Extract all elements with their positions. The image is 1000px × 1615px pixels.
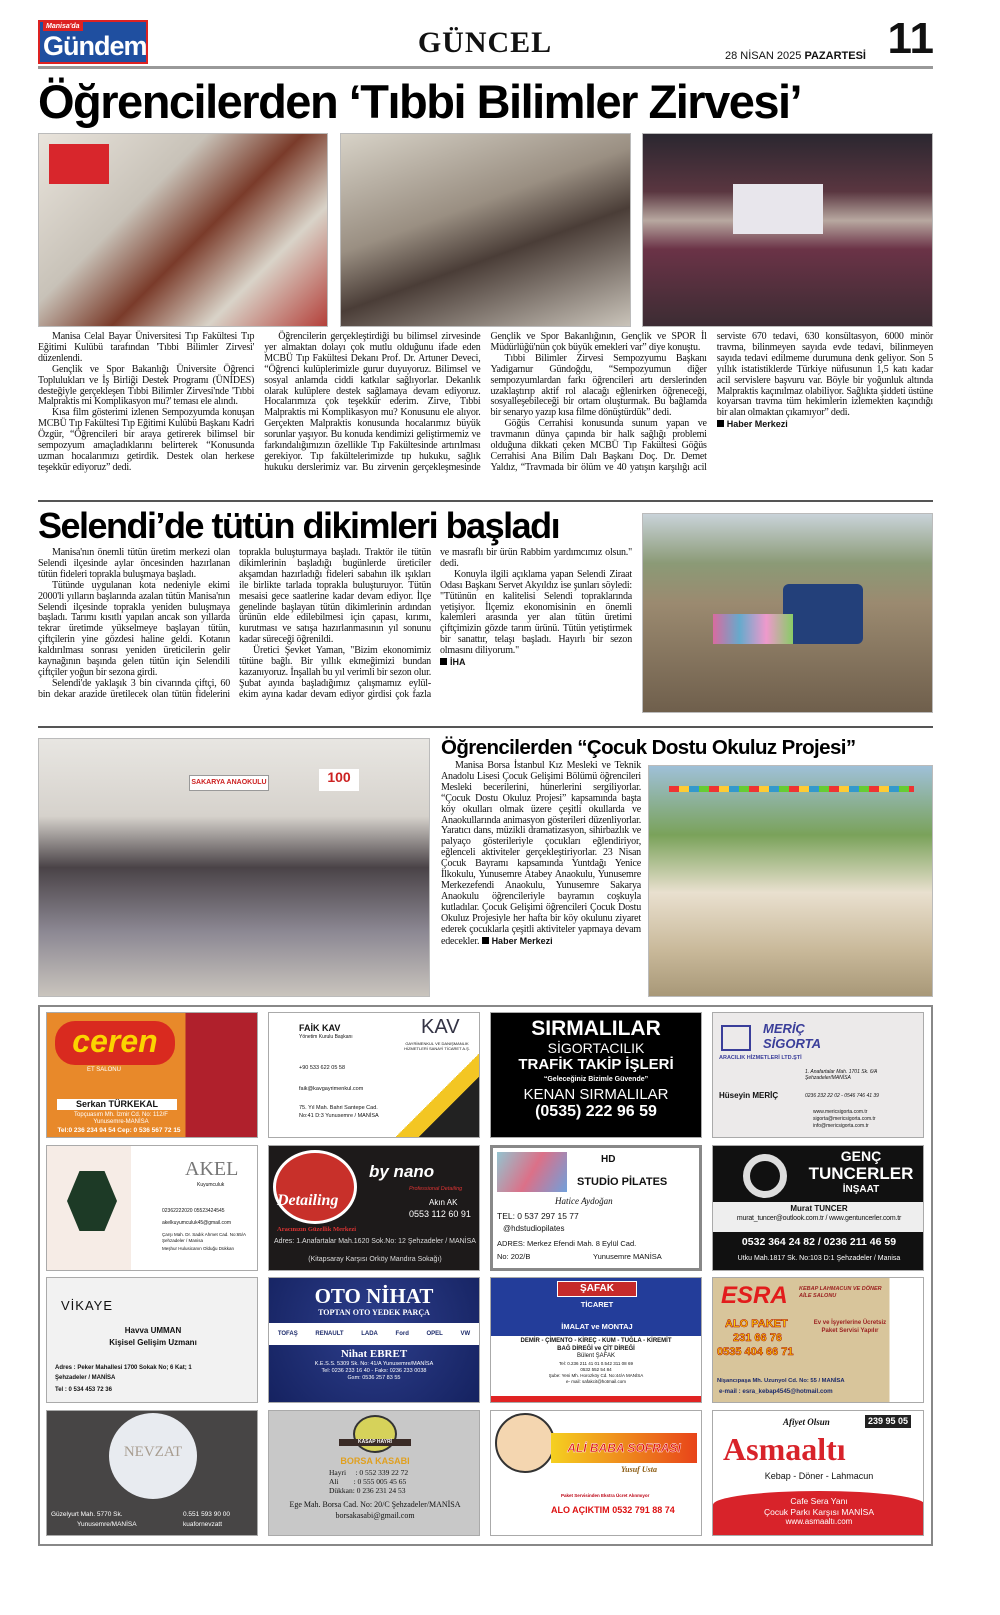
section-title: GÜNCEL: [417, 26, 553, 59]
paragraph: [441, 761, 641, 947]
akel-phone: 05523424545: [193, 1208, 225, 1214]
tuncerler-brand: GENÇ: [840, 1148, 882, 1164]
kasap-phone: Ali : 0 555 005 45 65: [329, 1477, 407, 1486]
tuncerler-brand: İNŞAAT: [842, 1184, 880, 1195]
esra-sub: KEBAP LAHMACUN VE DÖNER AİLE SALONU: [799, 1286, 882, 1299]
photo-students-stand: [38, 133, 328, 327]
kasap-address: Ege Mah. Borsa Cad. No: 20/C Şehzadeler/MANİSA: [289, 1500, 461, 1509]
nano-sub: Professional Detailing: [409, 1186, 463, 1192]
divider: [38, 66, 933, 69]
photo-auditorium: [642, 133, 933, 327]
paragraph: Üretici Şevket Yaman, "Bizim ekonomimiz tütüne bağlı. Bir yıllık ekmeğimizi bundan kazanıyoruz. İnşallah bu yıl verimli bir sezon olur. Şubat ayında başladığımız çalışmamız eylül- ekim ayına kadar devam ediyor girdisi çok fazla ve masraflı bir ürün Rabbim yardımcımız olsun." dedi.: [239, 547, 632, 700]
meric-brand: SİGORTA: [763, 1036, 822, 1051]
esra-address: Nişancıpaşa Mh. Uzunyol Cd. No: 55 / MANİSA: [717, 1378, 845, 1384]
esra-alo: ALO PAKET: [725, 1318, 788, 1330]
hd-owner: Hatice Aydoğan: [555, 1196, 613, 1206]
meric-web: www.mericsigorta.com.tr: [813, 1109, 868, 1115]
safak-banner: [491, 1278, 701, 1336]
nano-tagline: Aracınızın Güzellik Merkezi: [277, 1226, 357, 1233]
meric-brand: MERİÇ: [763, 1021, 805, 1036]
asmaalti-phone: 239 95 05: [865, 1415, 911, 1428]
ceren-address: Topçuasım Mh. İzmir Cd. No: 112/F: [74, 1112, 168, 1118]
paragraph: Göğüs Cerrahisi konusunda sunum yapan ve travmanın dünya çapında bir halk sağlığı problemi olduğuna dikkati çeken MCBÜ Tıp Fakültesi Göğüs Cerrahisi Ana Bilim Dalı Başkanı Doç. Dr. Demet Yaldız, “Travmada bir ölüm ve 40 yatışın karşılığı acil serviste 670 tedavi, 630 konsültasyon, 6000 minör travma, bilinmeyen sayıda evde tedavi, bilinmeyen sayıda tedavi edilmeme durumuna denk geliyor. Son 5 yıllık istatistiklerde Türkiye nüfusunun 1,5 katı kadar acil servislere başvuru var. Böyle bir yoğunluk altında Malpraktis kaçınılmaz olabiliyor. Sağlıkta şiddeti üstüne koyarsan travma tüm hekimlerin izlemekten kaçındığı bir alan olmaktan çıkamıyor” dedi.: [490, 331, 933, 473]
ad-safak: [490, 1277, 702, 1403]
ceren-phone: Tel:0 236 234 94 54 Cep: 0 536 567 72 15: [57, 1127, 181, 1134]
nevzat-brand: NEVZAT: [123, 1444, 183, 1460]
asmaalti-menu: Kebap - Döner - Lahmacun: [764, 1471, 874, 1481]
tuncerler-web: murat_tuncer@outlook.com.tr / www.gentuncerler.com.tr: [736, 1215, 902, 1222]
paragraph: Manisa Celal Bayar Üniversitesi Tıp Fakültesi Tıp Eğitimi Kulübü tarafından 'Tıbbi Bilimler Zirvesi' düzenlendi.: [38, 331, 255, 364]
byline: İHA: [440, 657, 466, 667]
meric-address: 1. Anafartalar Mah. 1701 Sk. 6/A Şehzadeler/MANİSA: [805, 1069, 878, 1081]
meric-owner: Hüseyin MERİÇ: [719, 1091, 779, 1100]
vikaye-brand: VİKAYE: [61, 1298, 114, 1313]
sirmalilar-line: TRAFİK TAKİP İŞLERİ: [518, 1056, 674, 1073]
esra-brand: ESRA: [721, 1282, 788, 1309]
tuncerler-phone: 0532 364 24 82 / 0236 211 46 59: [741, 1236, 897, 1248]
school-sign: SAKARYA ANAOKULU: [189, 775, 269, 791]
hd-address: No: 202/B: [497, 1252, 531, 1261]
kav-name: FAİK KAV: [299, 1023, 341, 1033]
ad-ceren: [46, 1012, 258, 1138]
asmaalti-address: Cafe Sera Yanı: [790, 1496, 848, 1506]
ad-kav: [268, 1012, 480, 1138]
ceren-sub: ET SALONU: [87, 1067, 121, 1073]
divider: [38, 500, 933, 502]
asmaalti-footer: [713, 1491, 924, 1536]
ring-box-image: [67, 1171, 117, 1231]
akel-phones: [162, 1208, 225, 1214]
page-number: 11: [887, 14, 934, 63]
kasap-brand: BORSA KASABI: [340, 1456, 410, 1466]
nevzat-address: Yunusemre/MANİSA: [77, 1521, 137, 1528]
tuncerler-logo: [743, 1154, 787, 1198]
article-3-body: [441, 761, 641, 1001]
safak-products: BAĞ DİREĞİ ve ÇİT DİREĞİ: [557, 1345, 635, 1352]
safak-red-strip: [491, 1396, 702, 1402]
photo-children-festival: [648, 765, 933, 997]
vikaye-owner: Havva UMMAN: [124, 1326, 182, 1335]
akel-email: akelkuyumculuk45@gmail.com: [162, 1220, 231, 1226]
asmaalti-web[interactable]: www.asmaaltı.com: [785, 1517, 853, 1526]
pilates-logo-image: [497, 1152, 567, 1192]
kav-phone: +90 533 622 05 58: [299, 1065, 346, 1071]
sirmalilar-slogan: “Geleceğiniz Bizimle Güvende”: [543, 1076, 649, 1083]
akel-brand: AKEL: [185, 1158, 239, 1180]
alibaba-alo: ALO AÇIKTIM: [551, 1505, 610, 1515]
brand-ford: Ford: [395, 1331, 409, 1337]
safak-branch: Şube: Yeni Mh. Horozköy Cd. No:44/A MANİSA: [548, 1372, 644, 1378]
anniversary-sign: 100: [319, 769, 359, 791]
ad-esra: [712, 1277, 924, 1403]
byline: Haber Merkezi: [482, 936, 553, 946]
divider: [38, 726, 933, 728]
photo-crowd-hall: [340, 133, 631, 327]
nano-brand: by nano: [369, 1162, 435, 1181]
flag-icon: [49, 144, 109, 184]
ad-hd-pilates: [490, 1145, 702, 1271]
sirmalilar-brand: SIRMALILAR: [531, 1017, 661, 1040]
kav-address: 75. Yıl Mah. Bahri Santepe Cad.: [299, 1105, 378, 1111]
ad-nevzat: [46, 1410, 258, 1536]
nihat-owner: Nihat EBRET: [340, 1348, 408, 1360]
brand-lada: LADA: [361, 1331, 378, 1337]
alibaba-phone: 0532 791 88 74: [612, 1505, 675, 1515]
detailing-logo: [273, 1150, 357, 1224]
nihat-address: K.E.S.S. 5309 Sk. No: 41/A Yunusemre/MANİSA: [314, 1361, 434, 1367]
ad-sirmalilar: [490, 1012, 702, 1138]
newspaper-logo: [38, 20, 148, 64]
vikaye-address: Şehzadeler / MANİSA: [55, 1375, 116, 1381]
article-1-body: [38, 332, 933, 496]
ad-vikaye: [46, 1277, 258, 1403]
nevzat-instagram: kuafornevzatt: [183, 1521, 223, 1528]
alibaba-contact: [551, 1505, 675, 1516]
paragraph: Öğrencilerin gerçekleştirdiği bu bilimsel zirvesinde yer almaktan dolayı çok mutlu olduğunu ifade eden MCBÜ Tıp Fakültesi Dekanı Prof. Dr. Artuner Deveci, “Öğrenci kulüplerimizle gurur duyuyoruz. Bilimsel ve sosyal anlamda ciddi katkılar sağlıyorlar. Dekanlık olarak kulüplere destek sağlamaya devam ediyoruz. Hocalarımıza çok teşekkür ederim. Zirve, Tıbbi Malpraktis mi Komplikasyon mu? Konusunu ele alıyor. Gerçekten Malpraktis konusunda hocalarımız büyük sorunlar yaşıyor. Bu konuda kendimizi geliştirmemiz ve farkındalığımızın özellikle Tıp Fakültesinde artırılması gerekiyor. Tıp fakültelerimizde tıp hukuku, sağlık hukuku derslerimiz var. Bu zirvenin gerçekleşmesinde Gençlik ve Spor Bakanlığının, Gençlik ve SPOR İl Müdürlüğü'nün çok büyük emekleri var” diye konuştu.: [264, 331, 707, 473]
tuncerler-address: Utku Mah.1817 Sk. No:103 D:1 Şehzadeler / Manisa: [737, 1255, 901, 1262]
ad-ali-baba: [490, 1410, 702, 1536]
paragraph: Tıbbi Bilimler Zirvesi Sempozyumu Başkanı Yadigarnur Gündoğdu, “Sempozyumun diğer sempozyumlardan farkı öğrencileri artı derslerinden uzaklaştırıp aktif rol alacağı eğlenirken öğreneceği, sosyalleşebileceği bir ortam oluşturmak. Bu bağlamda bir senaryo yazıp kısa filme dönüştürdük” dedi.: [490, 352, 707, 419]
meric-logo-mark: [721, 1025, 751, 1051]
headline-3: Öğrencilerden “Çocuk Dostu Okuluz Projesi”: [441, 736, 856, 759]
weekday-text: PAZARTESİ: [804, 50, 866, 62]
kasap-email: borsakasabi@gmail.com: [335, 1511, 415, 1520]
esra-email: e-mail : esra_kebap4545@hotmail.com: [719, 1388, 833, 1395]
paragraph: Gençlik ve Spor Bakanlığı Üniversite Öğrenci Toplulukları ve İş Birliği Destek Programı (ÜNİDES) desteğiyle gerçekleşen Tıbbi Bilimler Zirvesi'nde 'Tıbbi Malpraktis mi Komplikasyon mu?' teması ele alındı.: [38, 363, 255, 408]
alibaba-note: Paket Servisinden Ekstra Ücret Alınmıyor: [561, 1493, 650, 1498]
chef-illustration: [495, 1413, 555, 1473]
ad-asmaalti: [712, 1410, 924, 1536]
hd-phone: TEL: 0 537 297 15 77: [497, 1211, 579, 1221]
meric-email: info@mericsigorta.com.tr: [813, 1123, 869, 1129]
brand-vw: VW: [460, 1331, 471, 1337]
ceren-logo: ceren: [55, 1021, 175, 1065]
nano-address: (Kitapsaray Karşısı Orköy Mandıra Sokağı): [308, 1256, 442, 1263]
safak-email: e- mail: safakcit@hotmail.com: [565, 1378, 627, 1384]
kav-title: Yönetim Kurulu Başkanı: [299, 1034, 353, 1040]
ad-by-nano: [268, 1145, 480, 1271]
ad-oto-nihat: [268, 1277, 480, 1403]
nevzat-address: Güzelyurt Mah. 5770 Sk.: [51, 1511, 123, 1518]
nihat-gsm: Gsm: 0536 257 83 55: [347, 1375, 401, 1381]
byline: Haber Merkezi: [717, 419, 933, 430]
safak-phone: Tel: 0.236 211 41 01 0.542 311 08 69: [559, 1360, 633, 1366]
nano-phone: 0553 112 60 91: [409, 1209, 471, 1219]
projection-screen: [733, 184, 823, 234]
akel-sub: Kuyumculuk: [197, 1182, 225, 1188]
logo-text: Gündem: [43, 31, 147, 61]
kav-address: No:41 D:3 Yunusemre / MANİSA: [299, 1113, 379, 1119]
nihat-phone: Tel: 0236 233 16 40 - Faks: 0236 233 0038: [321, 1368, 427, 1374]
hd-brand: HD: [601, 1154, 616, 1165]
hd-address: Yunusemre MANİSA: [593, 1252, 662, 1261]
safak-gsm: 0532 552 54 84: [580, 1366, 612, 1372]
safak-owner: Bülent ŞAFAK: [576, 1353, 616, 1359]
photo-group-students: [38, 738, 430, 997]
ad-meric: [712, 1012, 924, 1138]
headline-1: Öğrencilerden ‘Tıbbi Bilimler Zirvesi’: [38, 75, 802, 128]
planters: [713, 614, 793, 644]
kasap-badge: KASAP HAYRİ: [339, 1439, 411, 1446]
sirmalilar-line: SİGORTACILIK: [547, 1040, 645, 1056]
headline-2: Selendi’de tütün dikimleri başladı: [38, 505, 560, 546]
paragraph: Manisa'nın önemli tütün üretim merkezi olan Selendi ilçesinde aylar öncesinden hazırlanan tütün fideleri toprakla buluşmaya başladı.: [38, 547, 230, 580]
logo-tagline: Manisa'da: [43, 22, 83, 31]
sirmalilar-owner: KENAN SIRMALILAR: [523, 1086, 669, 1103]
safak-brand: ŞAFAK: [557, 1281, 637, 1297]
kav-logo: KAV: [421, 1016, 460, 1038]
paragraph: Tütünde uygulanan kota nedeniyle ekimi 2000'li yılların başlarında azalan tütün Manisa'nın Selendi ilçesinde toprakla yeniden buluşmaya başladı. Tarımı kısıtlı yapılan ancak son yıllarda tekrar üretimde yükselmeye başlayan tütün, çiftçilerin yine gözdesi haline geldi. Kotanın kaldırılması sonrası yeniden üreticilerin gelir kaynağının başında gelen tütün için Selendili çiftçiler yoğun bir sezona girdi.: [38, 579, 230, 678]
safak-sub: TİCARET: [580, 1300, 614, 1309]
kasap-logo: [353, 1415, 397, 1453]
esra-mobile: 0535 404 66 71: [717, 1346, 794, 1358]
meric-email: sigorta@mericsigorta.com.tr: [813, 1116, 876, 1122]
tuncerler-owner: Murat TUNCER: [790, 1204, 848, 1213]
meric-sub: ARACILIK HİZMETLERİ LTD.ŞTİ: [719, 1055, 802, 1061]
issue-date: [700, 50, 866, 62]
vikaye-title: Kişisel Gelişim Uzmanı: [109, 1338, 197, 1347]
detailing-logo-text: Detailing: [277, 1192, 339, 1209]
paragraph-text: Manisa Borsa İstanbul Kız Mesleki ve Teknik Anadolu Lisesi Çocuk Gelişimi Bölümü öğrencileri Mesleki becerilerini, hünerlerini sergiliyorlar. “Çocuk Dostu Okuluz Projesi” kapsamında başta köy okulları olmak üzere çeşitli okullarda ve Anaokullarında animasyon gösterileri düzenliyorlar. Yaratıcı dans, müzikli dramatizasyon, sihirbazlık ve palyaço gösterileriyle çocukları eğlendiriyor, eğlenceli aktiviteler gerçekleştiriyorlar. 23 Nisan Çocuk Bayramı kapsamında Yuntdağı Yenice İlkokulu, Yunusemre Atabey Anaokulu, Yunusemre Merkezefendi Anaokulu, Yunusemre Sakarya Anaokulu öğrencileriyle bayramın coşkuyla kutladılar. Çocuk Gelişimi öğrencileri Çocuk Dostu Okuluz Projesiyle her hafta bir köy okulunu ziyaret ederek çocuklarla çeşitli aktiviteler yapmaya devam edecekler.: [441, 760, 641, 947]
bunting: [669, 786, 914, 792]
nano-owner: Akın AK: [429, 1198, 458, 1207]
kasap-phone: Dükkan: 0 236 231 24 53: [329, 1486, 406, 1495]
alibaba-chef: Yusuf Usta: [621, 1465, 657, 1474]
asmaalti-slogan: Afiyet Olsun: [783, 1417, 830, 1427]
nihat-brand: OTO NİHAT: [314, 1284, 434, 1308]
safak-tag: İMALAT ve MONTAJ: [561, 1322, 633, 1331]
photo-tractor-field: [642, 513, 933, 713]
akel-address: Çarşı Mah. Dr. Sadık Ahmet Cad. No:65/A Şehzadeler / Manisa: [162, 1232, 246, 1243]
akel-phone: 02362222020: [162, 1208, 193, 1214]
date-text: 28 NİSAN 2025: [724, 50, 802, 62]
kasap-phone: Hayri : 0 552 339 22 72: [329, 1468, 409, 1477]
meric-phone: 0236 232 22 02 - 0546 746 41 39: [805, 1093, 879, 1099]
vikaye-phone: Tel : 0 534 453 72 36: [55, 1387, 112, 1393]
hd-address: ADRES: Merkez Efendi Mah. 8 Eylül Cad.: [497, 1239, 637, 1248]
asmaalti-brand: Asmaaltı: [723, 1431, 846, 1467]
hd-studio: STUDİO PİLATES: [577, 1176, 668, 1188]
ceren-address: Yunusemre-MANİSA: [93, 1119, 149, 1125]
ad-genc-tuncerler: [712, 1145, 924, 1271]
esra-phone: 231 66 76: [733, 1332, 782, 1344]
ceren-owner: Serkan TÜRKEKAL: [57, 1099, 177, 1110]
tuncerler-brand: TUNCERLER: [808, 1164, 914, 1183]
nano-address: Adres: 1.Anafartalar Mah.1620 Sok.No: 12 Şehzadeler / MANİSA: [274, 1238, 476, 1245]
esra-service: Ev ve İşyerlerine Ücretsiz Paket Servisi Yapılır: [813, 1320, 887, 1334]
brand-opel: OPEL: [426, 1331, 443, 1337]
sirmalilar-phone: (0535) 222 96 59: [535, 1103, 657, 1120]
kav-email: faik@kavgayrimenkul.com: [299, 1086, 364, 1092]
paragraph: Kısa film gösterimi izlenen Sempozyumda konuşan MCBÜ Tıp Fakültesi Tıp Eğitimi Kulübü Başkanı Kadri Özgür, “Öğrencileri bir araya getirerek bilimsel bir sempozyum amaçladıklarını belirterek “Konusunda uzman hocalarımızı getirdik. Destek olan herkese teşekkür ediyoruz” dedi.: [38, 407, 255, 473]
hd-instagram: @hdstudiopilates: [503, 1224, 565, 1233]
brand-renault: RENAULT: [315, 1331, 344, 1337]
paragraph: Konuyla ilgili açıklama yapan Selendi Ziraat Odası Başkanı Servet Akyıldız ise şunları söyledi: "Tütünün en kalitelisi Selendi topraklarında yetişiyor. İlçemiz ekonomisinin en önemli kalemleri arasında yer alan tütün üretimi çiftçimizin gözde tarım ürünü. Tütün yetiştirmek bir sanattır, telaşı başladı. Hayırlı bir sezon olmasını diliyorum.": [440, 568, 632, 657]
kav-company: GAYRİMENKUL VE DANIŞMANLIK HİZMETLERİ SANAYİ TİCARET A.Ş.: [404, 1041, 470, 1051]
akel-note: Meşhur Hulusicanın Olduğu Dükkan: [162, 1246, 235, 1251]
asmaalti-address: Çocuk Parkı Karşısı MANİSA: [763, 1506, 875, 1517]
paragraph: Selendi'de yaklaşık 3 bin civarında çiftçi, 60 bin dekar arazide üretilecek olan tütün fidelerini toprakla buluşturmaya başladı. Traktör ile tütün dikimlerinin başladığı bugünlerde üreticiler akşamdan hazırladığı fideleri sabahın ilk ışıkları ile birlikte tarlada toprakla buluşturuyor. Tütün mesaisi gece saatlerine kadar devam ediyor. İlçe genelinde başlayan tütün dikimlerinin ardından ürünün elde edilebilmesi için çapası, kırımı, kurutması ve satışa hazırlanmasının yıl sonunu kadar süreceği öğrenildi.: [38, 547, 431, 700]
ad-akel: [46, 1145, 258, 1271]
car-brands-strip: [269, 1323, 479, 1345]
article-2-body: [38, 548, 632, 720]
nevzat-phone: 0.551 593 90 00: [183, 1511, 230, 1518]
nihat-sub: TOPTAN OTO YEDEK PARÇA: [318, 1308, 430, 1317]
vikaye-address: Adres : Peker Mahallesi 1700 Sokak No; 6 Kat; 1: [55, 1365, 192, 1371]
tractor: [783, 584, 863, 644]
alibaba-brand: ALİ BABA SOFRASI: [551, 1433, 697, 1463]
brand-tofas: TOFAŞ: [277, 1331, 298, 1337]
tuncerler-contact-band: [713, 1202, 924, 1232]
ad-borsa-kasabi: [268, 1410, 480, 1536]
safak-products: DEMİR - ÇİMENTO - KİREÇ - KUM - TUĞLA - KİREMİT: [520, 1338, 672, 1344]
